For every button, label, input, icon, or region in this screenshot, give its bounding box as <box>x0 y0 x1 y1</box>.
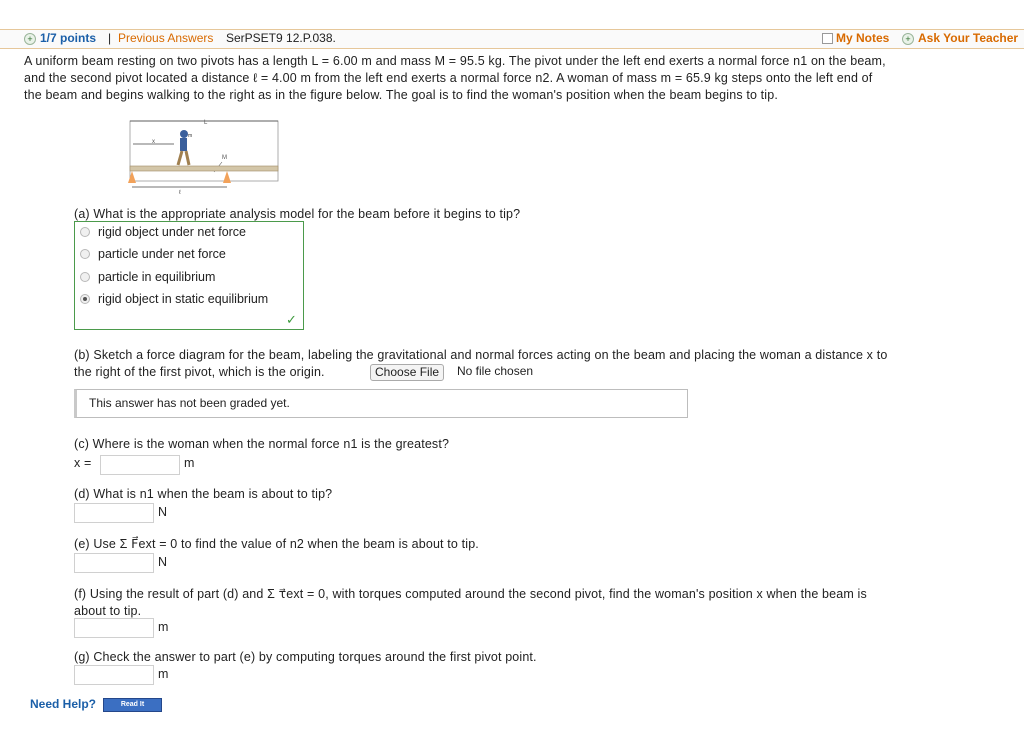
part-e-unit: N <box>158 555 168 569</box>
figure-label-m: m <box>188 133 193 139</box>
part-c-question: (c) Where is the woman when the normal force n1 is the greatest? <box>74 437 450 451</box>
figure-label-l: ℓ <box>179 190 181 196</box>
part-f-line-2: about to tip. <box>74 604 142 618</box>
figure-label-x: x <box>152 139 155 145</box>
figure-label-L: L <box>204 120 208 126</box>
part-f-unit: m <box>158 620 169 634</box>
choice-label: rigid object under net force <box>98 225 247 239</box>
choice-label: particle in equilibrium <box>98 270 216 284</box>
part-e-question: (e) Use Σ F⃗ext = 0 to find the value of n2 when the beam is about to tip. <box>74 537 479 551</box>
my-notes-label: My Notes <box>836 31 890 45</box>
radio-button[interactable] <box>80 249 90 259</box>
ask-plus-icon: + <box>902 33 914 45</box>
previous-answers-link[interactable]: Previous Answers <box>118 31 214 45</box>
beam-shape <box>130 166 278 171</box>
part-d-question: (d) What is n1 when the beam is about to tip? <box>74 487 333 501</box>
need-help-label: Need Help? <box>30 697 97 711</box>
notes-checkbox-icon <box>822 33 833 44</box>
part-d-answer-input[interactable] <box>74 503 154 523</box>
part-f-answer-input[interactable] <box>74 618 154 638</box>
radio-button[interactable] <box>80 227 90 237</box>
no-file-status: No file chosen <box>457 364 534 378</box>
graded-note-box <box>74 389 688 418</box>
part-c-var: x = <box>74 456 92 470</box>
expand-plus-icon[interactable]: + <box>24 33 36 45</box>
choose-file-label: Choose File <box>370 364 444 381</box>
correct-check-icon: ✓ <box>286 312 297 327</box>
part-g-answer-input[interactable] <box>74 665 154 685</box>
radio-button-selected[interactable] <box>80 294 90 304</box>
ask-teacher-button[interactable] <box>902 31 1018 45</box>
part-a-question: (a) What is the appropriate analysis model for the beam before it begins to tip? <box>74 207 521 221</box>
radio-button[interactable] <box>80 272 90 282</box>
part-b-line-2: the right of the first pivot, which is the origin. <box>74 365 325 379</box>
choice-label: particle under net force <box>98 247 226 261</box>
choice-label: rigid object in static equilibrium <box>98 292 269 306</box>
assignment-id: SerPSET9 12.P.038. <box>226 31 336 45</box>
read-it-button[interactable]: Read It <box>103 698 162 712</box>
points-label: 1/7 points <box>40 31 97 45</box>
figure-label-M: M <box>222 155 227 161</box>
problem-line-3: the beam and begins walking to the right as in the figure below. The goal is to find the woman's position when the beam begins to tip. <box>24 88 778 102</box>
part-b-line-1: (b) Sketch a force diagram for the beam, labeling the gravitational and normal forces acting on the beam and placing the woman a distance x to <box>74 348 888 362</box>
header-separator: | <box>108 31 112 45</box>
my-notes-button[interactable] <box>822 31 889 45</box>
part-f-line-1: (f) Using the result of part (d) and Σ τ⃗ext = 0, with torques computed around the second pivot, find the woman's position x when the beam is <box>74 587 867 601</box>
problem-line-1: A uniform beam resting on two pivots has a length L = 6.00 m and mass M = 95.5 kg. The pivot under the left end exerts a normal force n1 on the beam, <box>24 54 886 68</box>
part-d-unit: N <box>158 505 168 519</box>
part-g-question: (g) Check the answer to part (e) by computing torques around the first pivot point. <box>74 650 537 664</box>
choose-file-button[interactable] <box>370 363 444 381</box>
problem-line-2: and the second pivot located a distance ℓ = 4.00 m from the left end exerts a normal force n2. A woman of mass m = 65.9 kg steps onto the left end of <box>24 71 873 85</box>
beam-figure <box>124 115 284 200</box>
graded-note-text: This answer has not been graded yet. <box>89 396 290 410</box>
part-c-answer-input[interactable] <box>100 455 180 475</box>
points-status <box>24 31 96 45</box>
ask-teacher-label: Ask Your Teacher <box>918 31 1019 45</box>
part-e-answer-input[interactable] <box>74 553 154 573</box>
part-c-unit: m <box>184 456 195 470</box>
part-g-unit: m <box>158 667 169 681</box>
